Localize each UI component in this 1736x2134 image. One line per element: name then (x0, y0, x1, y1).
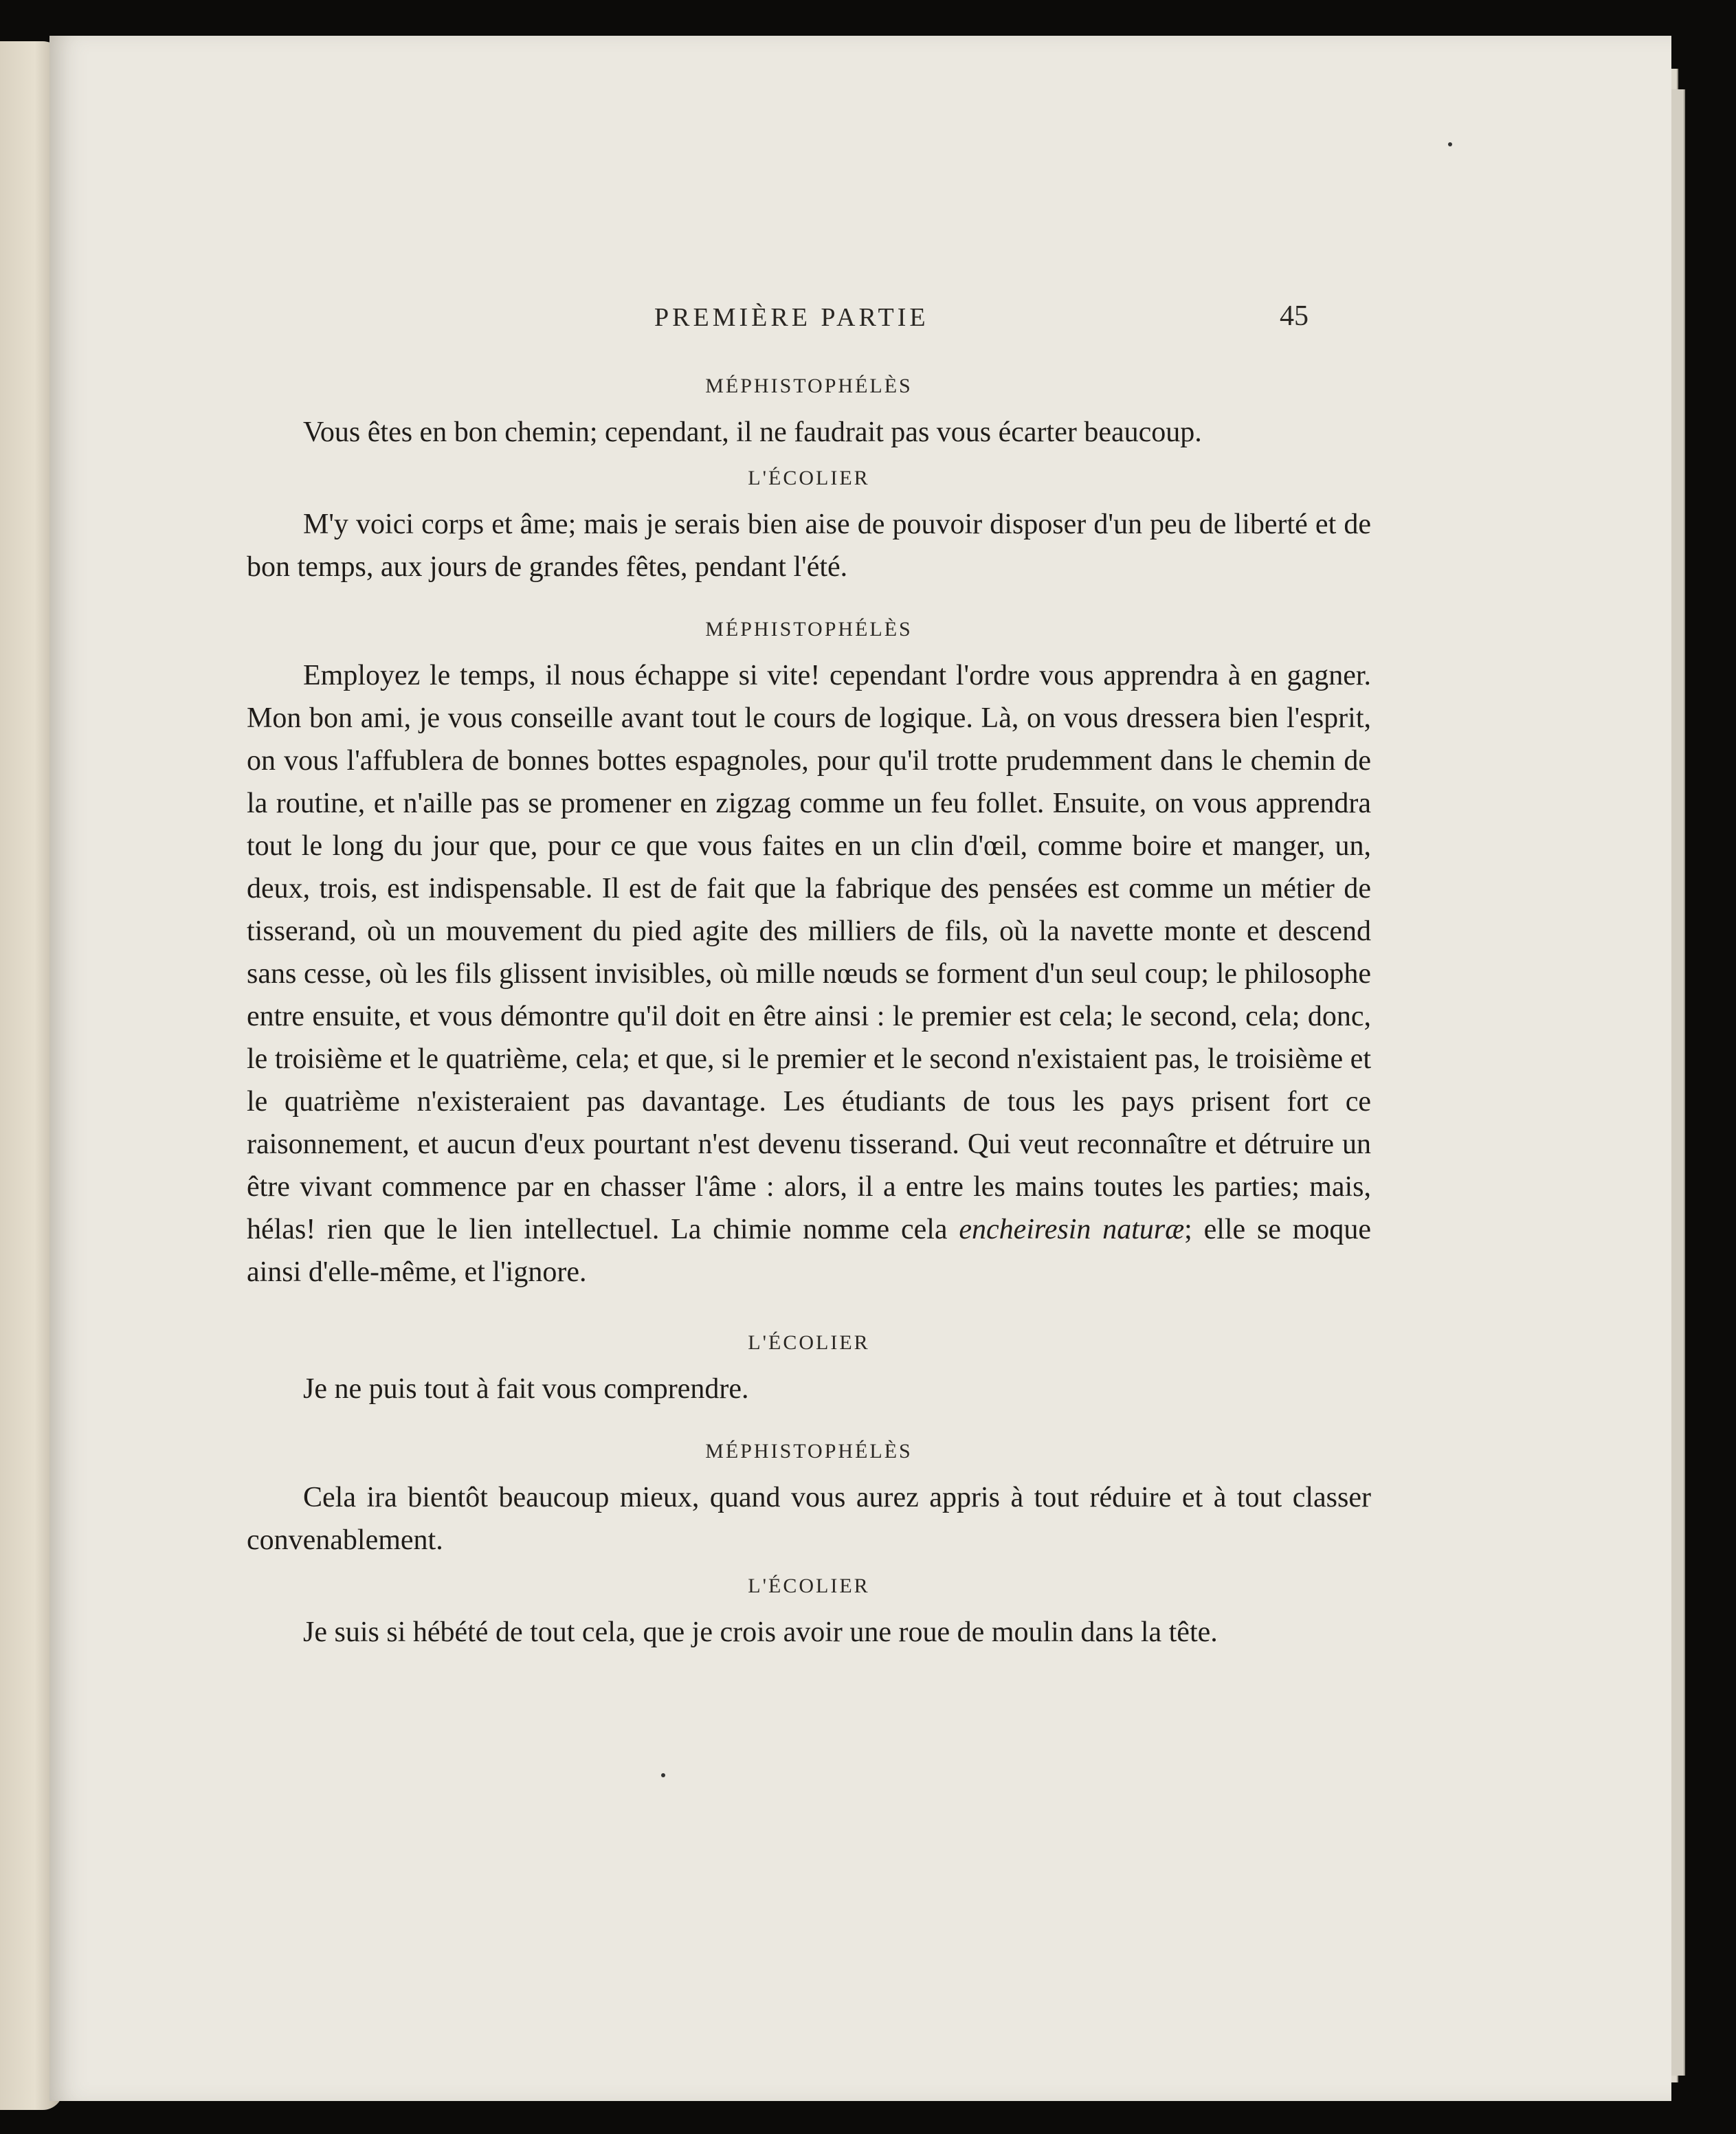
page-number: 45 (1280, 300, 1309, 332)
speaker-name: MÉPHISTOPHÉLÈS (705, 375, 913, 397)
speech-paragraph: Je suis si hébété de tout cela, que je crois avoir une roue de moulin dans la tête. (303, 1616, 1218, 1648)
speaker-name: L'ÉCOLIER (748, 1331, 870, 1354)
speech-text: Employez le temps, il nous échappe si vite! cependant l'ordre vous apprendra à en gagner. Mon bon ami, je vous conseille avant tout le cours de logique. Là, on vous dressera bien l'esprit, on vous l'affublera de bonnes bottes espagnoles, pour qu'il trotte prudemment dans le chemin de la routine, et n'aille pas se promener en zigzag comme un feu follet. Ensuite, on vous apprendra tout le long du jour que, pour ce que vous faites en un clin d'œil, comme boire et manger, un, deux, trois, est indispensable. Il est de fait que la fabrique des pensées est comme un métier de tisserand, où un mouvement du pied agite des milliers de fils, où la navette monte et descend sans cesse, où les fils glissent invisibles, où mille nœuds se forment d'un seul coup; le philosophe entre ensuite, et vous démontre qu'il doit en être ainsi : le premier est cela; le second, cela; donc, le troisième et le quatrième, cela; et que, si le premier et le second n'existaient pas, le troisième et le quatrième n'existeraient pas davantage. Les étudiants de tous les pays prisent fort ce raisonnement, et aucun d'eux pourtant n'est devenu tisserand. Qui veut reconnaître et détruire un être vivant commence par en chasser l'âme : alors, il a entre les mains toutes les parties; mais, hélas! rien que le lien intellectuel. La chimie nomme cela (247, 660, 1371, 1245)
latin-term: encheiresin naturæ (959, 1214, 1185, 1245)
speech-paragraph: Je ne puis tout à fait vous comprendre. (303, 1373, 749, 1405)
speaker-name: L'ÉCOLIER (748, 1575, 870, 1597)
speech-paragraph: Vous êtes en bon chemin; cependant, il ne faudrait pas vous écarter beaucoup. (303, 416, 1202, 448)
speaker-name: MÉPHISTOPHÉLÈS (705, 618, 913, 641)
speech-paragraph: M'y voici corps et âme; mais je serais bien aise de pouvoir disposer d'un peu de liberté et de bon temps, aux jours de grandes fêtes, pendant l'été. (247, 509, 1371, 583)
paper-speck (1448, 142, 1452, 146)
speech-paragraph (247, 654, 1371, 1293)
book-page (49, 36, 1671, 2101)
speech-text-end: ; elle se moque ainsi d'elle-même, et l'ignore. (247, 1214, 1372, 1288)
dialogue-text (247, 371, 1371, 1654)
section-title: PREMIÈRE PARTIE (654, 303, 929, 332)
speech-paragraph: Cela ira bientôt beaucoup mieux, quand vous aurez appris à tout réduire et à tout classer convenablement. (247, 1482, 1371, 1556)
paper-speck (661, 1773, 665, 1777)
running-head (49, 302, 1671, 344)
speaker-name: MÉPHISTOPHÉLÈS (705, 1440, 913, 1463)
speaker-name: L'ÉCOLIER (748, 467, 870, 489)
